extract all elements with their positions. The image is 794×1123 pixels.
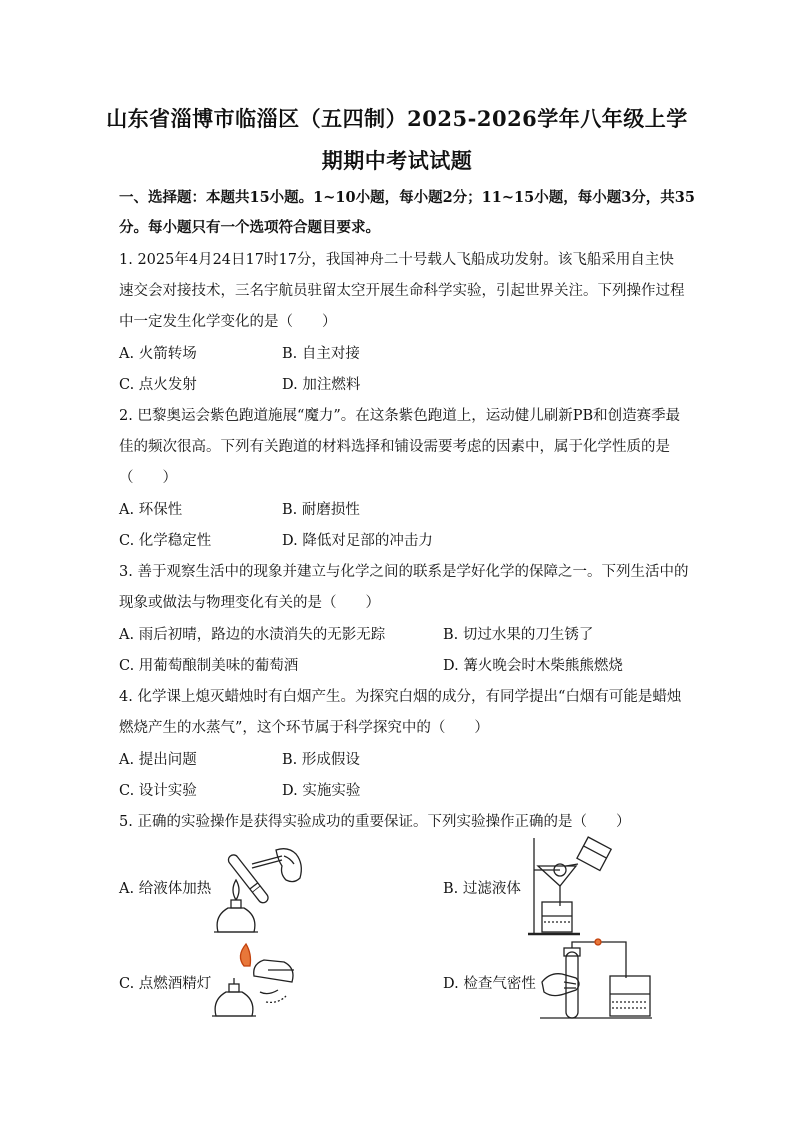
question-1-option-c[interactable]: C. 点火发射: [119, 377, 197, 393]
question-4-option-c[interactable]: C. 设计实验: [119, 783, 197, 799]
question-1-option-a[interactable]: A. 火箭转场: [119, 346, 197, 362]
airtightness-check-icon: [540, 938, 655, 1022]
question-4-option-b[interactable]: B. 形成假设: [282, 752, 360, 768]
question-2-line-1: 2. 巴黎奥运会紫色跑道施展“魔力”。在这条紫色跑道上，运动健儿刷新PB和创造赛季最: [119, 408, 681, 424]
question-4-line-1: 4. 化学课上熄灭蜡烛时有白烟产生。为探究白烟的成分，有同学提出“白烟有可能是蜡烛: [119, 689, 682, 705]
question-4-option-d[interactable]: D. 实施实验: [282, 783, 361, 799]
question-3-option-c[interactable]: C. 用葡萄酿制美味的葡萄酒: [119, 658, 299, 674]
question-2-line-2: 佳的频次很高。下列有关跑道的材料选择和铺设需要考虑的因素中，属于化学性质的是: [119, 439, 670, 455]
page-title-line-2: 期期中考试试题: [321, 148, 473, 173]
filtration-icon: [520, 834, 615, 938]
heating-liquid-icon: [210, 836, 305, 936]
question-3-option-d[interactable]: D. 篝火晚会时木柴熊熊燃烧: [443, 658, 623, 674]
question-2-option-b[interactable]: B. 耐磨损性: [282, 502, 360, 518]
question-2-option-c[interactable]: C. 化学稳定性: [119, 533, 212, 549]
section-instruction-line-1: 一、选择题：本题共15小题。1~10小题，每小题2分；11~15小题，每小题3分，共35: [119, 189, 695, 206]
question-3-option-b[interactable]: B. 切过水果的刀生锈了: [443, 627, 594, 643]
question-1-option-d[interactable]: D. 加注燃料: [282, 377, 361, 393]
question-4-option-a[interactable]: A. 提出问题: [119, 752, 197, 768]
question-2-option-a[interactable]: A. 环保性: [119, 502, 183, 518]
question-3-line-2: 现象或做法与物理变化有关的是（ ）: [119, 595, 380, 611]
question-5-line-1: 5. 正确的实验操作是获得实验成功的重要保证。下列实验操作正确的是（ ）: [119, 814, 631, 830]
question-3-line-1: 3. 善于观察生活中的现象并建立与化学之间的联系是学好化学的保障之一。下列生活中的: [119, 564, 689, 580]
question-5-option-a[interactable]: A. 给液体加热: [119, 881, 212, 897]
question-2-option-d[interactable]: D. 降低对足部的冲击力: [282, 533, 433, 549]
question-1-line-3: 中一定发生化学变化的是（ ）: [119, 314, 337, 330]
question-1-line-2: 速交会对接技术，三名宇航员驻留太空开展生命科学实验，引起世界关注。下列操作过程: [119, 283, 685, 299]
question-5-option-c[interactable]: C. 点燃酒精灯: [119, 976, 212, 992]
section-instruction-line-2: 分。每小题只有一个选项符合题目要求。: [119, 219, 380, 236]
page-title-line-1: 山东省淄博市临淄区（五四制）2025-2026学年八年级上学: [106, 106, 688, 131]
question-4-line-2: 燃烧产生的水蒸气”，这个环节属于科学探究中的（ ）: [119, 720, 489, 736]
lighting-lamp-icon: [208, 940, 308, 1020]
question-1-line-1: 1. 2025年4月24日17时17分，我国神舟二十号载人飞船成功发射。该飞船采用自主快: [119, 252, 674, 268]
question-5-option-b[interactable]: B. 过滤液体: [443, 881, 521, 897]
question-3-option-a[interactable]: A. 雨后初晴，路边的水渍消失的无影无踪: [119, 627, 386, 643]
question-1-option-b[interactable]: B. 自主对接: [282, 346, 360, 362]
question-5-option-d[interactable]: D. 检查气密性: [443, 976, 536, 992]
question-2-line-3: （ ）: [119, 470, 177, 486]
